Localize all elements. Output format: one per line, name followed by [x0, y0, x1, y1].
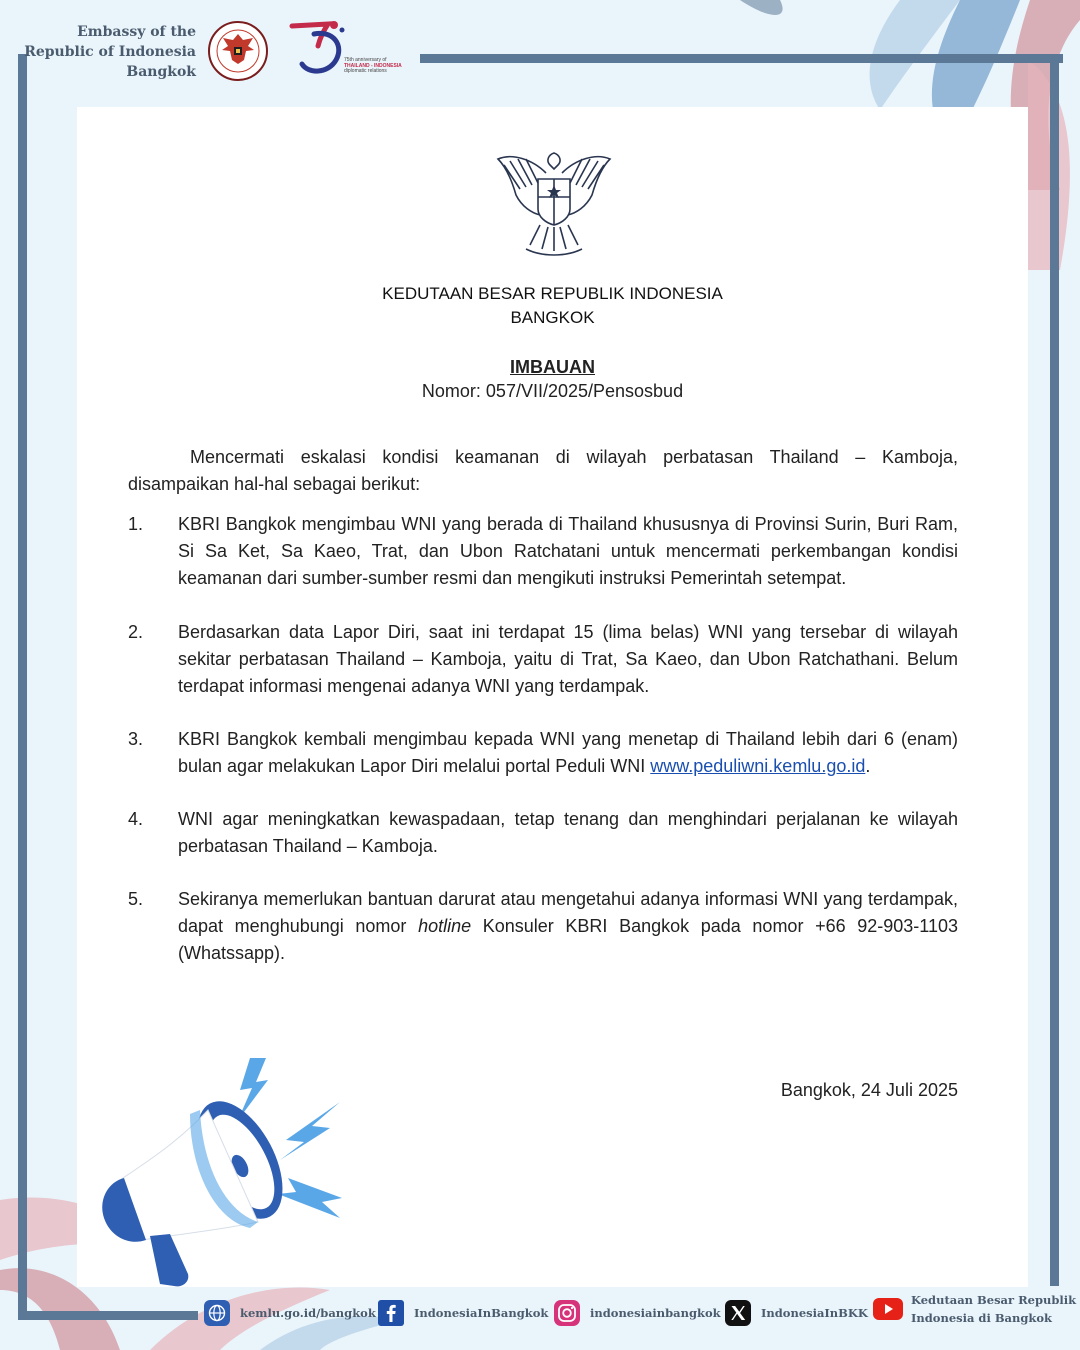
letterhead-title: KEDUTAAN BESAR REPUBLIK INDONESIA: [382, 284, 723, 303]
document-number: Nomor: 057/VII/2025/Pensosbud: [421, 381, 684, 401]
globe-icon: [204, 1300, 230, 1326]
list-text: KBRI Bangkok mengimbau WNI yang berada di Thailand khususnya di Provinsi Surin, Buri Ram, Si Sa Ket, Sa Kaeo, Trat, dan Ubon Ratchatani untuk mencermati perkembangan kondisi keamanan dari sumber-sumber resmi dan mengikuti instruksi Pemerintah setempat.: [178, 514, 958, 588]
embassy-name: [24, 22, 196, 82]
list-text-end: Konsuler KBRI Bangkok pada nomor +66 92-903-1103 (Whatssapp).: [178, 916, 958, 963]
footer-instagram-link[interactable]: [554, 1298, 721, 1328]
frame-border-right: [1050, 54, 1059, 1286]
website-text: kemlu.go.id/bangkok: [240, 1306, 376, 1320]
footer-facebook-link[interactable]: [378, 1298, 548, 1328]
frame-border-top: [420, 54, 1063, 63]
list-number: 3.: [128, 729, 144, 749]
list-text-end: .: [865, 756, 871, 776]
list-number: 2.: [128, 622, 144, 642]
megaphone-icon: [90, 1050, 360, 1310]
list-text: Sekiranya memerlukan bantuan darurat atau mengetahui adanya informasi WNI yang terdampak, dapat menghubungi nomor: [178, 889, 958, 936]
youtube-icon: [873, 1298, 903, 1320]
embassy-line-2: Republic of Indonesia: [24, 44, 196, 60]
instagram-text: indonesiainbangkok: [590, 1306, 721, 1320]
list-number: 4.: [128, 809, 144, 829]
facebook-icon: [378, 1300, 404, 1326]
list-number: 1.: [128, 514, 144, 534]
list-number: 5.: [128, 889, 144, 909]
document-type: IMBAUAN: [510, 357, 595, 377]
list-item: [128, 511, 958, 592]
youtube-text-line-1: Kedutaan Besar Republik: [911, 1293, 1077, 1307]
garuda-pancasila-icon: [492, 145, 616, 267]
x-text: IndonesiaInBKK: [761, 1306, 868, 1320]
frame-border-left: [18, 54, 27, 1320]
intro-paragraph: Mencermati eskalasi kondisi keamanan di wilayah perbatasan Thailand – Kamboja, disampaikan hal-hal sebagai berikut:: [128, 447, 958, 494]
list-item: [128, 619, 958, 700]
list-item: [128, 886, 958, 967]
anniversary-line-1: 75th anniversary of: [344, 57, 387, 63]
letterhead-city: BANGKOK: [510, 308, 595, 327]
footer-youtube-link[interactable]: [873, 1294, 1076, 1324]
garuda-seal-icon: [206, 20, 270, 82]
embassy-line-3: Bangkok: [126, 64, 196, 80]
footer-x-link[interactable]: [725, 1298, 868, 1328]
list-text: Berdasarkan data Lapor Diri, saat ini terdapat 15 (lima belas) WNI yang tersebar di wilayah sekitar perbatasan Thailand – Kamboja, yaitu di Trat, Sa Kaeo, dan Ubon Ratchathani. Belum terdapat informasi mengenai adanya WNI yang terdampak.: [178, 622, 958, 696]
peduli-wni-link[interactable]: www.peduliwni.kemlu.go.id: [650, 756, 866, 776]
list-item: [128, 806, 958, 860]
frame-border-bottom: [18, 1311, 198, 1320]
hotline-word: hotline: [418, 916, 472, 936]
embassy-line-1: Embassy of the: [77, 24, 196, 40]
footer-website-link[interactable]: [204, 1298, 376, 1328]
list-text: WNI agar meningkatkan kewaspadaan, tetap tenang dan menghindari perjalanan ke wilayah perbatasan Thailand – Kamboja.: [178, 809, 958, 856]
numbered-points: [128, 511, 958, 967]
signature-date: Bangkok, 24 Juli 2025: [780, 1080, 958, 1100]
anniversary-caption: [344, 58, 408, 75]
instagram-icon: [554, 1300, 580, 1326]
list-item: [128, 726, 958, 780]
x-icon: [725, 1300, 751, 1326]
list-text: KBRI Bangkok kembali mengimbau kepada WNI yang menetap di Thailand lebih dari 6 (enam) bulan agar melakukan Lapor Diri melalui portal Peduli WNI: [178, 729, 958, 776]
anniversary-line-2: THAILAND - INDONESIA: [344, 62, 402, 69]
facebook-text: IndonesiaInBangkok: [414, 1306, 549, 1320]
youtube-text-line-2: Indonesia di Bangkok: [911, 1311, 1053, 1325]
anniversary-line-3: diplomatic relations: [344, 68, 387, 74]
